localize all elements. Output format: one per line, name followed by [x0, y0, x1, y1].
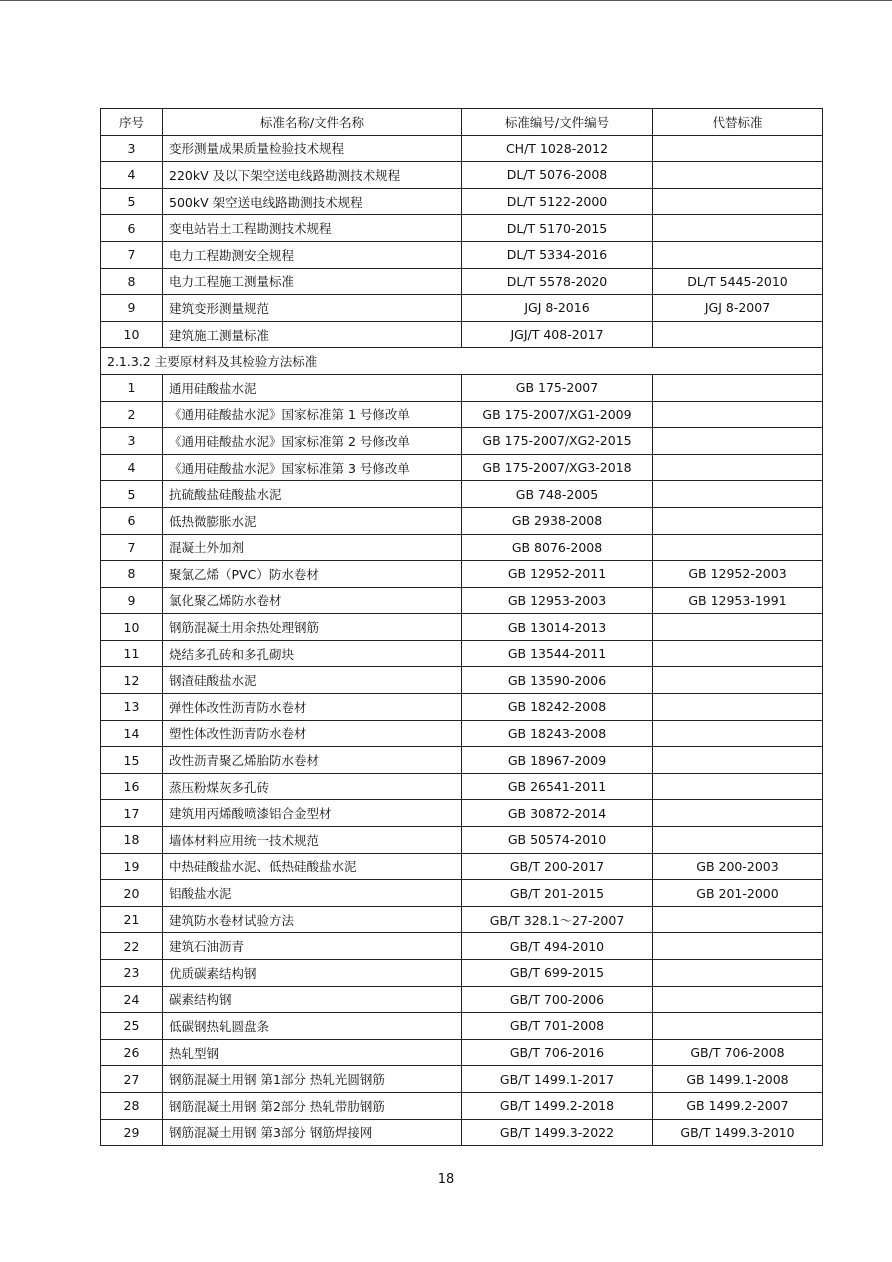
table-row [101, 481, 823, 508]
table-row [101, 614, 823, 641]
row-serial-no: 23 [101, 960, 163, 987]
row-replaced-standard [653, 800, 823, 827]
row-serial-no: 9 [101, 295, 163, 322]
row-replaced-standard [653, 667, 823, 694]
row-standard-name: 低热微膨胀水泥 [163, 507, 462, 534]
row-replaced-standard [653, 241, 823, 268]
row-standard-code: GB 50574-2010 [462, 827, 653, 854]
row-replaced-standard [653, 162, 823, 189]
table-row [101, 640, 823, 667]
row-standard-code: GB 18243-2008 [462, 720, 653, 747]
row-standard-code: DL/T 5170-2015 [462, 215, 653, 242]
row-replaced-standard: GB 1499.2-2007 [653, 1092, 823, 1119]
row-serial-no: 16 [101, 773, 163, 800]
row-serial-no: 29 [101, 1119, 163, 1146]
row-standard-code: GB/T 700-2006 [462, 986, 653, 1013]
row-serial-no: 12 [101, 667, 163, 694]
table-row [101, 800, 823, 827]
row-replaced-standard [653, 507, 823, 534]
row-standard-name: 热轧型钢 [163, 1039, 462, 1066]
row-standard-code: DL/T 5122-2000 [462, 188, 653, 215]
row-standard-code: GB/T 1499.2-2018 [462, 1092, 653, 1119]
row-standard-name: 碳素结构钢 [163, 986, 462, 1013]
row-replaced-standard [653, 694, 823, 721]
row-replaced-standard [653, 614, 823, 641]
row-standard-code: GB 748-2005 [462, 481, 653, 508]
row-standard-code: GB 13590-2006 [462, 667, 653, 694]
header-standard-name: 标准名称/文件名称 [163, 109, 462, 136]
row-standard-name: 《通用硅酸盐水泥》国家标准第 2 号修改单 [163, 428, 462, 455]
row-standard-name: 电力工程施工测量标准 [163, 268, 462, 295]
table-row [101, 1092, 823, 1119]
row-standard-name: 建筑用丙烯酸喷漆铝合金型材 [163, 800, 462, 827]
row-standard-name: 建筑石油沥青 [163, 933, 462, 960]
row-replaced-standard [653, 534, 823, 561]
table-row [101, 561, 823, 588]
row-replaced-standard: GB 12953-1991 [653, 587, 823, 614]
standards-table [100, 108, 823, 1146]
row-standard-name: 建筑防水卷材试验方法 [163, 906, 462, 933]
row-standard-name: 墙体材料应用统一技术规范 [163, 827, 462, 854]
row-replaced-standard [653, 135, 823, 162]
row-serial-no: 28 [101, 1092, 163, 1119]
row-replaced-standard [653, 720, 823, 747]
row-replaced-standard [653, 401, 823, 428]
row-serial-no: 13 [101, 694, 163, 721]
row-serial-no: 6 [101, 215, 163, 242]
row-serial-no: 27 [101, 1066, 163, 1093]
row-serial-no: 18 [101, 827, 163, 854]
row-standard-name: 蒸压粉煤灰多孔砖 [163, 773, 462, 800]
material-standards-rows [101, 374, 823, 1145]
row-serial-no: 8 [101, 268, 163, 295]
row-standard-code: JGJ/T 408-2017 [462, 321, 653, 348]
row-replaced-standard [653, 827, 823, 854]
row-standard-code: GB 12952-2011 [462, 561, 653, 588]
row-standard-code: GB/T 701-2008 [462, 1013, 653, 1040]
row-serial-no: 4 [101, 162, 163, 189]
table-row [101, 268, 823, 295]
row-standard-code: GB 8076-2008 [462, 534, 653, 561]
table-row [101, 827, 823, 854]
row-serial-no: 19 [101, 853, 163, 880]
table-row [101, 454, 823, 481]
row-replaced-standard: GB 12952-2003 [653, 561, 823, 588]
table-row [101, 241, 823, 268]
row-standard-name: 220kV 及以下架空送电线路勘测技术规程 [163, 162, 462, 189]
row-replaced-standard: GB/T 706-2008 [653, 1039, 823, 1066]
table-row [101, 1066, 823, 1093]
table-row [101, 667, 823, 694]
row-serial-no: 7 [101, 241, 163, 268]
row-serial-no: 6 [101, 507, 163, 534]
row-serial-no: 14 [101, 720, 163, 747]
row-standard-code: GB 2938-2008 [462, 507, 653, 534]
row-standard-code: GB 30872-2014 [462, 800, 653, 827]
row-replaced-standard [653, 481, 823, 508]
table-row [101, 853, 823, 880]
row-standard-code: DL/T 5578-2020 [462, 268, 653, 295]
row-standard-code: GB/T 1499.3-2022 [462, 1119, 653, 1146]
row-serial-no: 5 [101, 481, 163, 508]
table-row [101, 401, 823, 428]
row-standard-code: GB 12953-2003 [462, 587, 653, 614]
table-row [101, 773, 823, 800]
header-standard-code: 标准编号/文件编号 [462, 109, 653, 136]
row-serial-no: 3 [101, 135, 163, 162]
table-row [101, 534, 823, 561]
row-serial-no: 1 [101, 374, 163, 401]
row-standard-name: 低碳钢热轧圆盘条 [163, 1013, 462, 1040]
row-standard-code: GB 175-2007/XG1-2009 [462, 401, 653, 428]
row-standard-name: 建筑施工测量标准 [163, 321, 462, 348]
row-standard-name: 变形测量成果质量检验技术规程 [163, 135, 462, 162]
row-replaced-standard: GB/T 1499.3-2010 [653, 1119, 823, 1146]
row-serial-no: 11 [101, 640, 163, 667]
row-standard-name: 钢筋混凝土用钢 第3部分 钢筋焊接网 [163, 1119, 462, 1146]
row-standard-name: 钢筋混凝土用余热处理钢筋 [163, 614, 462, 641]
table-row [101, 933, 823, 960]
header-serial-no: 序号 [101, 109, 163, 136]
table-row [101, 374, 823, 401]
row-serial-no: 26 [101, 1039, 163, 1066]
row-standard-name: 弹性体改性沥青防水卷材 [163, 694, 462, 721]
section-heading-group [101, 348, 823, 375]
row-standard-code: JGJ 8-2016 [462, 295, 653, 322]
row-standard-name: 氯化聚乙烯防水卷材 [163, 587, 462, 614]
table-row [101, 747, 823, 774]
row-replaced-standard: GB 1499.1-2008 [653, 1066, 823, 1093]
row-standard-name: 建筑变形测量规范 [163, 295, 462, 322]
row-serial-no: 4 [101, 454, 163, 481]
row-standard-name: 优质碳素结构钢 [163, 960, 462, 987]
row-standard-code: GB 175-2007/XG2-2015 [462, 428, 653, 455]
section-heading-row [101, 348, 823, 375]
table-row [101, 295, 823, 322]
row-serial-no: 9 [101, 587, 163, 614]
section-heading: 2.1.3.2 主要原材料及其检验方法标准 [101, 348, 823, 375]
row-standard-name: 塑性体改性沥青防水卷材 [163, 720, 462, 747]
row-standard-name: 钢筋混凝土用钢 第2部分 热轧带肋钢筋 [163, 1092, 462, 1119]
row-standard-code: GB/T 328.1～27-2007 [462, 906, 653, 933]
table-row [101, 135, 823, 162]
row-standard-code: GB/T 706-2016 [462, 1039, 653, 1066]
row-standard-name: 钢渣硅酸盐水泥 [163, 667, 462, 694]
row-standard-name: 《通用硅酸盐水泥》国家标准第 1 号修改单 [163, 401, 462, 428]
table-row [101, 162, 823, 189]
row-standard-name: 电力工程勘测安全规程 [163, 241, 462, 268]
table-row [101, 507, 823, 534]
row-replaced-standard: DL/T 5445-2010 [653, 268, 823, 295]
table-row [101, 720, 823, 747]
row-replaced-standard [653, 188, 823, 215]
row-serial-no: 7 [101, 534, 163, 561]
header-replaced-standard: 代替标准 [653, 109, 823, 136]
row-standard-name: 钢筋混凝土用钢 第1部分 热轧光圆钢筋 [163, 1066, 462, 1093]
row-replaced-standard: JGJ 8-2007 [653, 295, 823, 322]
row-replaced-standard [653, 428, 823, 455]
table-row [101, 986, 823, 1013]
row-standard-code: GB 175-2007/XG3-2018 [462, 454, 653, 481]
row-replaced-standard [653, 1013, 823, 1040]
row-standard-code: GB 13014-2013 [462, 614, 653, 641]
row-standard-code: DL/T 5334-2016 [462, 241, 653, 268]
row-serial-no: 21 [101, 906, 163, 933]
row-replaced-standard [653, 906, 823, 933]
table-row [101, 1119, 823, 1146]
page-number: 18 [437, 1172, 455, 1187]
row-serial-no: 2 [101, 401, 163, 428]
row-replaced-standard [653, 747, 823, 774]
row-standard-code: GB/T 699-2015 [462, 960, 653, 987]
row-serial-no: 22 [101, 933, 163, 960]
row-serial-no: 20 [101, 880, 163, 907]
table-header-row [101, 109, 823, 136]
row-standard-code: GB/T 494-2010 [462, 933, 653, 960]
row-standard-code: GB/T 201-2015 [462, 880, 653, 907]
row-replaced-standard [653, 773, 823, 800]
table-row [101, 587, 823, 614]
row-standard-code: GB/T 1499.1-2017 [462, 1066, 653, 1093]
row-serial-no: 5 [101, 188, 163, 215]
row-standard-code: CH/T 1028-2012 [462, 135, 653, 162]
row-serial-no: 10 [101, 614, 163, 641]
row-standard-code: GB 18967-2009 [462, 747, 653, 774]
row-replaced-standard [653, 933, 823, 960]
row-replaced-standard [653, 321, 823, 348]
row-standard-name: 烧结多孔砖和多孔砌块 [163, 640, 462, 667]
table-row [101, 694, 823, 721]
row-standard-name: 聚氯乙烯（PVC）防水卷材 [163, 561, 462, 588]
row-replaced-standard [653, 215, 823, 242]
table-row [101, 1039, 823, 1066]
row-replaced-standard [653, 374, 823, 401]
row-serial-no: 24 [101, 986, 163, 1013]
row-standard-name: 抗硫酸盐硅酸盐水泥 [163, 481, 462, 508]
row-standard-name: 通用硅酸盐水泥 [163, 374, 462, 401]
table-row [101, 906, 823, 933]
row-standard-name: 改性沥青聚乙烯胎防水卷材 [163, 747, 462, 774]
survey-standards-rows [101, 135, 823, 348]
row-standard-name: 变电站岩土工程勘测技术规程 [163, 215, 462, 242]
row-replaced-standard [653, 640, 823, 667]
row-replaced-standard [653, 454, 823, 481]
row-standard-name: 中热硅酸盐水泥、低热硅酸盐水泥 [163, 853, 462, 880]
row-replaced-standard: GB 200-2003 [653, 853, 823, 880]
row-standard-code: GB 26541-2011 [462, 773, 653, 800]
row-replaced-standard: GB 201-2000 [653, 880, 823, 907]
row-standard-name: 500kV 架空送电线路勘测技术规程 [163, 188, 462, 215]
row-standard-code: GB 175-2007 [462, 374, 653, 401]
row-standard-code: DL/T 5076-2008 [462, 162, 653, 189]
row-serial-no: 10 [101, 321, 163, 348]
row-standard-name: 混凝土外加剂 [163, 534, 462, 561]
row-standard-code: GB 18242-2008 [462, 694, 653, 721]
table-row [101, 960, 823, 987]
table-row [101, 321, 823, 348]
table-row [101, 880, 823, 907]
table-row [101, 428, 823, 455]
row-serial-no: 15 [101, 747, 163, 774]
top-border-line [0, 0, 892, 1]
row-standard-name: 《通用硅酸盐水泥》国家标准第 3 号修改单 [163, 454, 462, 481]
row-serial-no: 25 [101, 1013, 163, 1040]
row-standard-code: GB 13544-2011 [462, 640, 653, 667]
table-row [101, 215, 823, 242]
row-serial-no: 8 [101, 561, 163, 588]
table-row [101, 188, 823, 215]
row-standard-name: 铝酸盐水泥 [163, 880, 462, 907]
table-row [101, 1013, 823, 1040]
row-replaced-standard [653, 960, 823, 987]
row-serial-no: 3 [101, 428, 163, 455]
row-replaced-standard [653, 986, 823, 1013]
row-serial-no: 17 [101, 800, 163, 827]
row-standard-code: GB/T 200-2017 [462, 853, 653, 880]
